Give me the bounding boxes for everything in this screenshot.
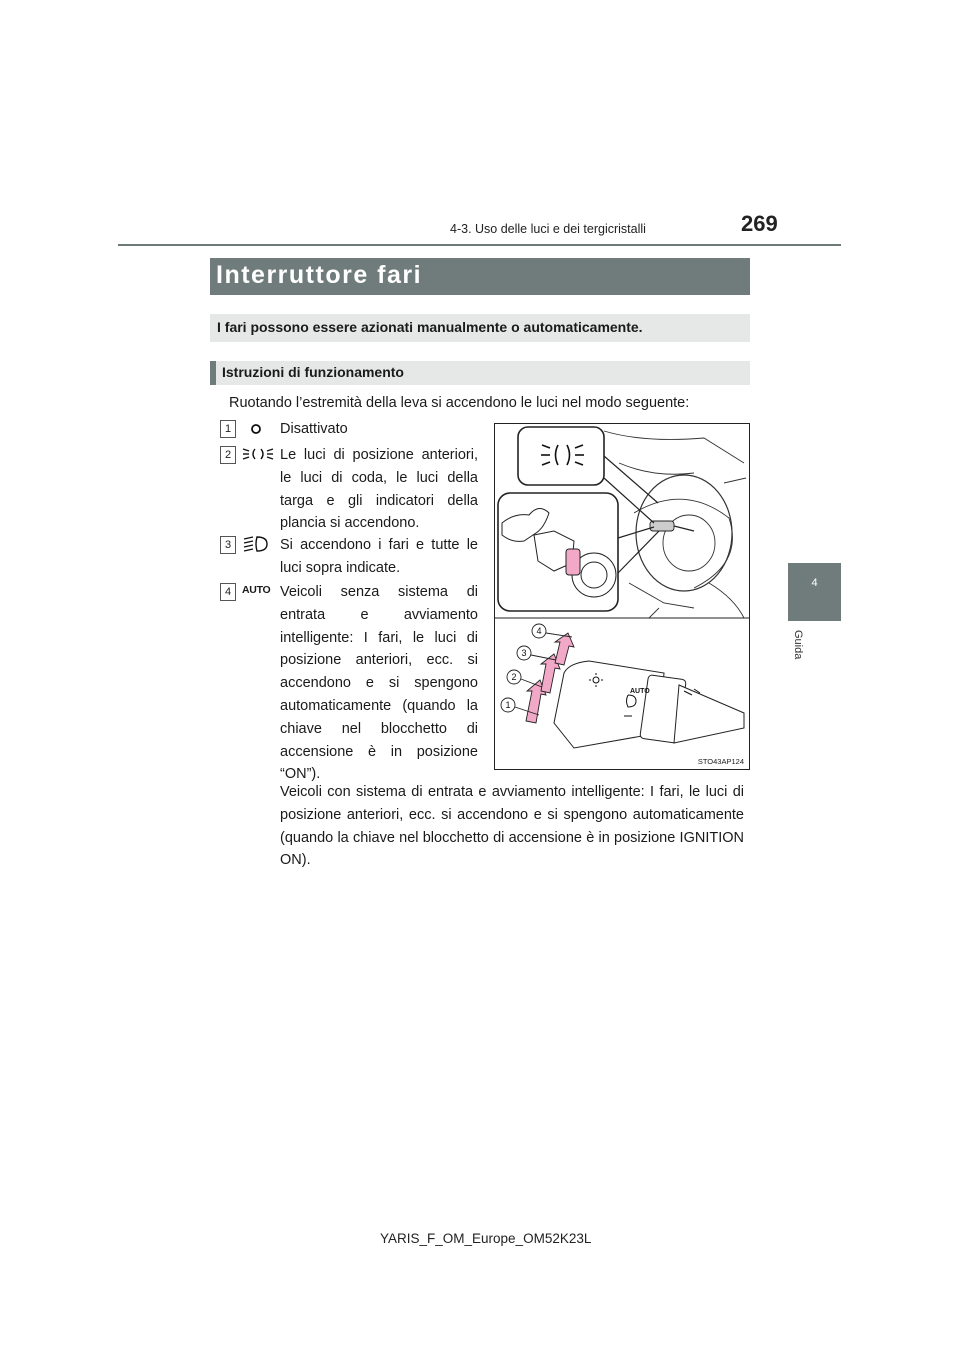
chapter-number: 4 [811,577,818,589]
item-number-4: 4 [220,583,236,601]
item-number-3: 3 [220,536,236,554]
after-paragraph: Veicoli con sistema di entrata e avviamento intelligente: I fari, le luci di posizione anteriori, ecc. si accendono e si spengono automaticamente (quando la chiave nel blocchetto di accensione è in posizione IGNITION ON). [280,784,744,869]
off-icon [244,420,276,438]
footer-doc-id: YARIS_F_OM_Europe_OM52K23L [380,1231,592,1246]
intro-text: I fari possono essere azionati manualmente o automaticamente. [217,319,643,335]
item-number-1: 1 [220,420,236,438]
header-section-title: 4-3. Uso delle luci e dei tergicristalli [450,222,646,236]
auto-icon: AUTO [242,584,271,596]
item-text-4: Veicoli senza sistema di entrata e avviamento intelligente: I fari, le luci di posizione anteriori, ecc. si accendono e si spengono automaticamente (quando la chiave nel blocchetto di accensione è in posizione “ON”). [280,584,478,783]
figure-code: STO43AP124 [697,757,744,766]
figure-auto-label: AUTO [630,688,650,695]
position-lights-icon [242,445,274,463]
header-rule [118,244,841,246]
item-text-1: Disattivato [280,421,348,437]
subheading-accent [210,361,216,385]
item-text-2: Le luci di posizione anteriori, le luci di coda, le luci della targa e gli indicatori della plancia si accendono. [280,447,478,532]
headlight-icon [242,535,274,553]
callout-2: 2 [511,672,517,682]
chapter-label: Guida [792,630,804,660]
headlight-switch-figure [494,423,750,770]
callout-3: 3 [521,648,527,658]
page-number: 269 [741,211,778,236]
lead-text: Ruotando l’estremità della leva si accendono le luci nel modo seguente: [229,395,690,411]
item-text-3: Si accendono i fari e tutte le luci sopra indicate. [280,537,478,576]
callout-1: 1 [505,700,511,710]
chapter-tab [788,563,841,621]
page-title: Interruttore fari [216,261,423,289]
subheading: Istruzioni di funzionamento [222,364,404,380]
item-number-2: 2 [220,446,236,464]
callout-4: 4 [536,626,542,636]
